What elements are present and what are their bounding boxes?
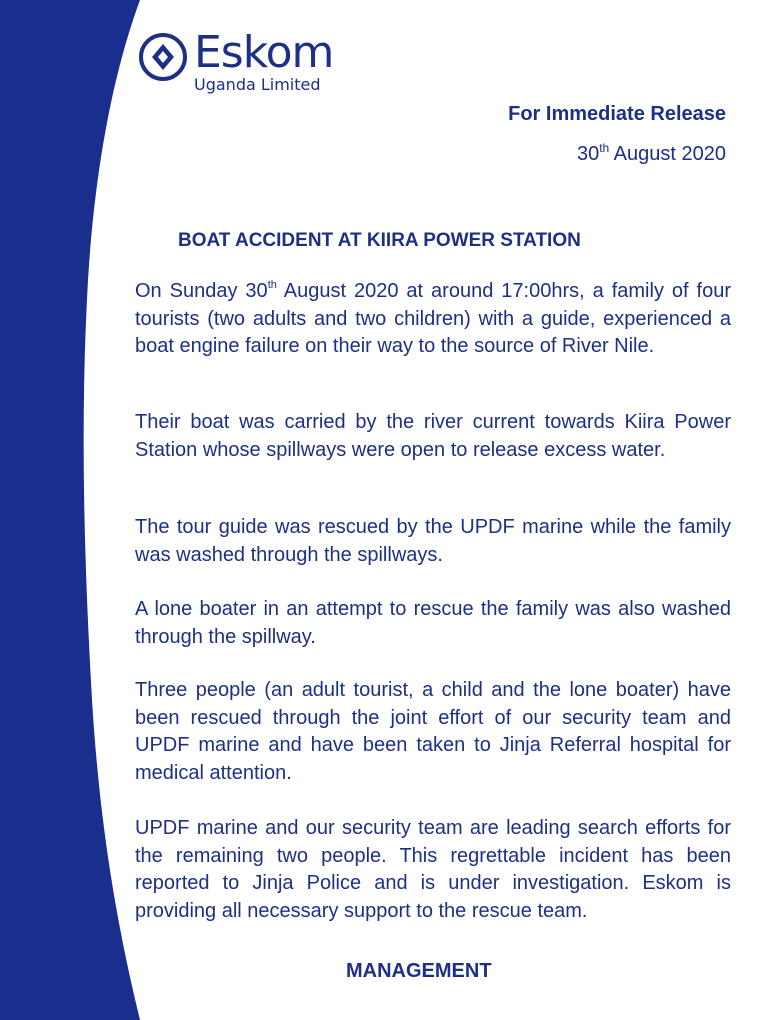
signoff: MANAGEMENT xyxy=(346,960,492,982)
release-date xyxy=(577,143,726,166)
paragraph-5: Three people (an adult tourist, a child and the lone boater) have been rescued through the joint effort of our security team and UPDF marine and have been taken to Jinja Referral hospital for medical attention. xyxy=(135,679,731,784)
date-suffix: th xyxy=(599,141,610,155)
eskom-emblem-icon xyxy=(138,32,188,82)
paragraph-4: A lone boater in an attempt to rescue the family was also washed through the spillway. xyxy=(135,598,731,648)
logo-subtitle: Uganda Limited xyxy=(194,75,321,94)
date-rest: August 2020 xyxy=(613,143,726,165)
page-title: BOAT ACCIDENT AT KIIRA POWER STATION xyxy=(178,230,581,251)
date-day: 30 xyxy=(576,143,600,165)
eskom-logo xyxy=(138,27,338,100)
paragraph-6: UPDF marine and our security team are leading search efforts for the remaining two people. This regrettable incident has been reported to Jinja Police and is under investigation. Eskom is providing all necessary support to the rescue team. xyxy=(135,817,731,922)
release-label: For Immediate Release xyxy=(508,103,726,125)
paragraph-2: Their boat was carried by the river current towards Kiira Power Station whose spillways were open to release excess water. xyxy=(135,411,731,461)
p1-suffix: th xyxy=(267,279,277,291)
p1-start: On Sunday 30 xyxy=(135,280,268,302)
paragraph-1 xyxy=(135,278,731,361)
logo-name: Eskom xyxy=(194,27,334,78)
p1-end: August 2020 at around 17:00hrs, a family of four tourists (two adults and two children) with a guide, experienced a boat engine failure on their way to the source of River Nile. xyxy=(135,280,732,357)
paragraph-3: The tour guide was rescued by the UPDF marine while the family was washed through the spillways. xyxy=(135,516,731,566)
